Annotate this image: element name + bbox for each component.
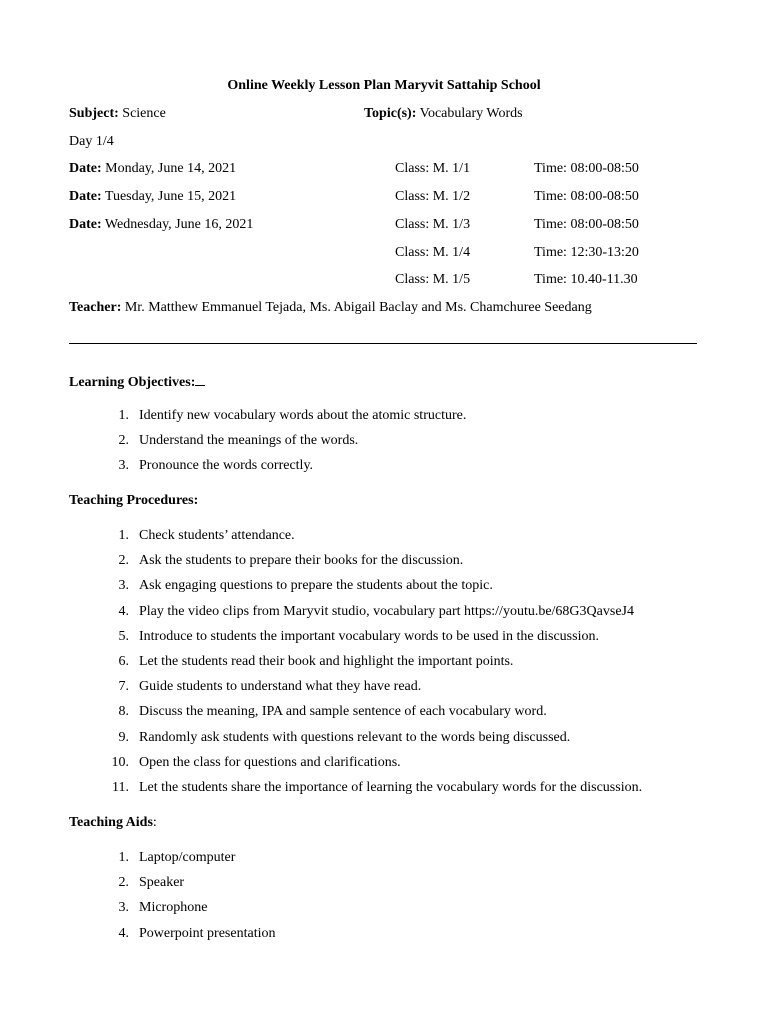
teaching-aids-colon: : (152, 815, 157, 830)
learning-objectives-heading-text: Learning Objectives: (69, 375, 196, 390)
teaching-aids-heading-text: Teaching Aids (69, 815, 153, 830)
time-entry: Time: 12:30-13:20 (534, 245, 639, 260)
topic-value: Vocabulary Words (419, 106, 523, 121)
time-entry: Time: 08:00-08:50 (534, 189, 639, 204)
time-entry: Time: 10.40-11.30 (534, 272, 638, 287)
teacher-line (69, 300, 592, 316)
teacher-label: Teacher: (69, 300, 122, 315)
blank-line (195, 373, 205, 386)
date-value: Wednesday, June 16, 2021 (104, 217, 254, 232)
date-value: Monday, June 14, 2021 (105, 161, 237, 176)
class-entry: Class: M. 1/5 (395, 272, 471, 287)
time-entry: Time: 08:00-08:50 (534, 161, 639, 176)
date-label: Date: (69, 217, 102, 232)
topic-label: Topic(s): (364, 106, 417, 121)
document-title: Online Weekly Lesson Plan Maryvit Sattahip School (227, 78, 541, 93)
date-value: Tuesday, June 15, 2021 (104, 189, 237, 204)
time-entry: Time: 08:00-08:50 (534, 217, 639, 232)
teaching-aids-heading (69, 815, 157, 831)
lesson-plan-page: Online Weekly Lesson Plan Maryvit Sattahip School Subject: Science Topic(s): Vocabulary Words Day 1/4 Date: Monday, June 14, 2021 Date: Tuesday, June 15, 2021 Date: Wednesday, June 16, 2021 Class: M. 1/1 Time: 08:00-08:50 Class: M. 1/2 Time: 08:00-08:50 Class: M. 1/3 Time: 08:00-08:50 Class: M. 1/4 Time: 12:30-13:20 Class: M. 1/5 Time: 10.40-11.30 Teacher: Mr. Matthew Emmanuel Tejada, Ms. Abigail Baclay and Ms. Chamchuree Seedang Learning Objectives: 1. Identify new vocabulary words about the atomic structure. 2. Understand the meanings of the words. 3. Pronounce the words correctly. Teaching Procedures: 1. Check students’ attendance. 2. Ask the students to prepare their books for the discussion. 3. Ask engaging questions to prepare the students about the topic. 4. Play the video clips from Maryvit studio, vocabulary part https://youtu.be/68G3QavseJ4 5. Introduce to students the important vocabulary words to be used in the discussion. 6. Let the students read their book and highlight the important points. 7. Guide students to understand what they have read. 8. Discuss the meaning, IPA and sample sentence of each vocabulary word. 9. Randomly ask students with questions relevant to the words being discussed. 10. Open the class for questions and clarifications. 11. Let the students share the importance of learning the vocabulary words for the discussion. Teaching Aids: 1. Laptop/computer 2. Speaker 3. Microphone 4. Powerpoint presentation (0, 0, 768, 1024)
date-line (69, 189, 236, 205)
teacher-value: Mr. Matthew Emmanuel Tejada, Ms. Abigail Baclay and Ms. Chamchuree Seedang (124, 300, 592, 315)
class-entry: Class: M. 1/2 (395, 189, 471, 204)
section-divider (69, 343, 697, 344)
date-line (69, 161, 236, 177)
learning-objectives-heading (69, 373, 205, 391)
class-entry: Class: M. 1/3 (395, 217, 471, 232)
subject-line (69, 106, 166, 122)
subject-value: Science (122, 106, 166, 121)
topic-line (364, 106, 523, 122)
class-entry: Class: M. 1/4 (395, 245, 471, 260)
day-label: Day 1/4 (69, 134, 114, 149)
subject-label: Subject: (69, 106, 119, 121)
date-label: Date: (69, 161, 102, 176)
date-line (69, 217, 253, 233)
date-label: Date: (69, 189, 102, 204)
class-entry: Class: M. 1/1 (395, 161, 471, 176)
teaching-procedures-heading: Teaching Procedures: (69, 493, 199, 508)
